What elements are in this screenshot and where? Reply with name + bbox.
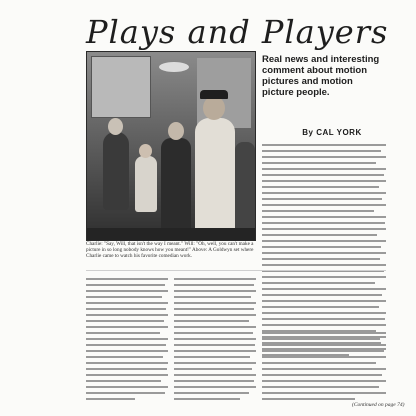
photo-caption: Charlie: "Say, Will, that isn't the way I meant." Will: "Oh, well, you can't make a picture in so long nobody knows how you meant!" Above: A Goldwyn set where Charlie came to watch his favorite comedian work. xyxy=(86,241,254,259)
byline: By CAL YORK xyxy=(302,128,362,137)
person-center-head xyxy=(168,122,184,140)
page-title: Plays and Players xyxy=(86,13,389,51)
caption-divider xyxy=(86,270,386,271)
set-chandelier xyxy=(159,62,189,72)
person-large-man-head xyxy=(203,96,225,120)
person-seated-left-head xyxy=(108,118,123,135)
person-child xyxy=(135,156,157,212)
set-backdrop xyxy=(91,56,151,118)
text-column-middle xyxy=(174,278,256,404)
film-set-photo xyxy=(86,51,256,241)
person-child-head xyxy=(139,144,152,158)
person-right xyxy=(235,142,255,232)
continued-note: (Continued on page 74) xyxy=(352,402,405,408)
text-column-left xyxy=(86,278,168,404)
person-large-man-hat xyxy=(200,90,228,99)
set-floor xyxy=(87,228,255,240)
person-seated-left xyxy=(103,132,129,210)
text-column-right-lower xyxy=(262,332,386,404)
text-column-right-upper xyxy=(262,144,386,360)
intro-blurb: Real news and interesting comment about motion pictures and motion picture people. xyxy=(262,54,380,98)
person-large-man xyxy=(195,118,235,236)
person-center xyxy=(161,138,191,234)
